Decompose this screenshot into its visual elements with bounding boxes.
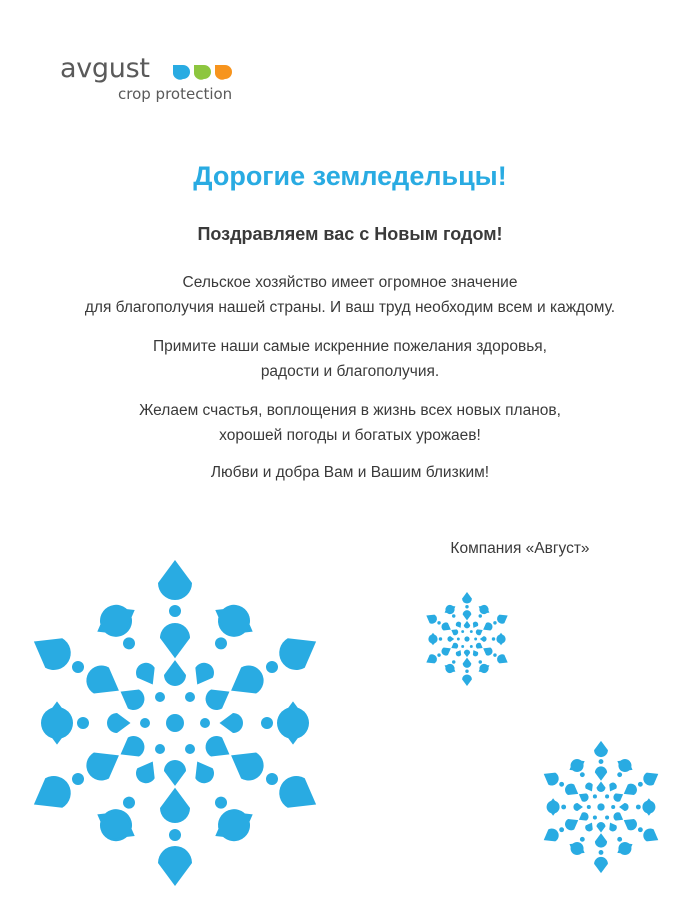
snowflake-dot — [166, 714, 184, 732]
snowflake-dot — [215, 637, 227, 649]
snowflake-dot — [185, 744, 195, 754]
snowflake-petal — [585, 823, 593, 832]
logo-dots-icon — [171, 62, 235, 82]
snowflake-dot — [261, 717, 273, 729]
snowflake-petal — [86, 753, 119, 781]
snowflake-petal — [160, 623, 190, 658]
paragraph-line: Сельское хозяйство имеет огромное значение — [182, 274, 518, 291]
snowflake-petal — [565, 819, 578, 830]
snowflake-petal — [613, 793, 623, 801]
snowflake-petal — [426, 615, 437, 624]
snowflake-petal — [497, 654, 508, 663]
snowflake-dot — [155, 744, 165, 754]
snowflake-petal — [160, 788, 190, 823]
snowflake-dot — [561, 805, 566, 810]
snowflake-petal — [544, 829, 559, 842]
snowflake-petal — [483, 648, 492, 656]
snowflake-petal — [571, 760, 585, 772]
snowflake-petal — [617, 760, 631, 772]
snowflake-dot — [72, 773, 84, 785]
paragraph-line: хорошей погоды и богатых урожаев! — [219, 427, 481, 444]
snowflake-dot — [185, 692, 195, 702]
snowflake-petal — [479, 606, 489, 615]
snowflake-petal — [34, 776, 71, 808]
snowflake-petal — [480, 636, 487, 642]
snowflake-petal — [158, 846, 192, 886]
snowflake-dot — [461, 645, 464, 648]
snowflake-large-icon — [5, 553, 345, 893]
snowflake-dot — [611, 805, 615, 809]
snowflake-petal — [100, 607, 135, 637]
snowflake-dot — [155, 692, 165, 702]
snowflake-petal — [220, 713, 244, 733]
snowflake-petal — [579, 793, 589, 801]
snowflake-dot — [123, 797, 135, 809]
logo-dot-blue — [173, 65, 190, 80]
snowflake-petal — [121, 689, 145, 710]
snowflake-petal — [277, 701, 309, 739]
snowflake-small-icon — [418, 590, 516, 688]
snowflake-petal — [464, 621, 470, 628]
snowflake-dot — [457, 638, 460, 641]
snowflake-petal — [456, 622, 461, 628]
snowflake-petal — [571, 842, 585, 854]
snowflake-dot — [593, 794, 597, 798]
letter-greeting: Поздравляем вас с Новым годом! — [197, 224, 503, 244]
snowflake-petal — [624, 819, 637, 830]
paragraph-line: радости и благополучия. — [260, 363, 440, 380]
snowflake-dot — [493, 653, 496, 656]
paragraph-2 — [0, 334, 700, 384]
snowflake-dot — [605, 816, 609, 820]
snowflake-petal — [195, 762, 214, 784]
letter-title: Дорогие земледельцы! — [193, 161, 507, 191]
snowflake-dot — [266, 661, 278, 673]
snowflake-petal — [218, 811, 253, 841]
snowflake-petal — [479, 664, 489, 673]
paragraph-line: Желаем счастья, воплощения в жизнь всех новых планов, — [139, 402, 561, 419]
snowflake-dot — [599, 850, 604, 855]
logo-dot-green — [194, 65, 211, 80]
paragraph-line: Примите наши самые искренние пожелания здоровья, — [153, 338, 547, 355]
paragraph-1 — [0, 270, 700, 320]
snowflake-petal — [565, 784, 578, 795]
snowflake-dot — [200, 718, 210, 728]
snowflake-dot — [452, 660, 455, 663]
snowflake-petal — [462, 592, 472, 604]
snowflake-petal — [445, 606, 455, 615]
snowflake-petal — [618, 843, 632, 855]
snowflake-petal — [195, 663, 214, 685]
snowflake-petal — [215, 607, 250, 637]
snowflake-petal — [476, 629, 483, 635]
snowflake-dot — [638, 782, 643, 787]
paragraph-3 — [0, 398, 700, 448]
snowflake-petal — [86, 665, 119, 693]
snowflake-dot — [439, 637, 442, 640]
snowflake-petal — [463, 658, 472, 668]
snowflake-petal — [164, 760, 186, 786]
snowflake-petal — [496, 633, 505, 644]
snowflake-dot — [636, 805, 641, 810]
signature: Компания «Август» — [450, 540, 590, 557]
snowflake-petal — [445, 664, 455, 673]
snowflake-dot — [474, 638, 477, 641]
snowflake-petal — [447, 636, 454, 642]
snowflake-dot — [580, 837, 585, 842]
snowflake-petal — [34, 638, 71, 670]
snowflake-petal — [497, 615, 508, 624]
snowflake-petal — [613, 812, 623, 820]
logo-tagline: crop protection — [118, 85, 233, 103]
snowflake-petal — [462, 674, 472, 686]
snowflake-petal — [573, 803, 583, 811]
snowflake-dot — [605, 794, 609, 798]
snowflake-petal — [451, 629, 458, 635]
snowflake-dot — [465, 670, 468, 673]
snowflake-dot — [169, 829, 181, 841]
snowflake-petal — [463, 610, 472, 620]
snowflake-dot — [215, 797, 227, 809]
snowflake-petal — [231, 753, 264, 781]
snowflake-petal — [643, 829, 658, 842]
snowflake-petal — [483, 622, 492, 630]
snowflake-dot — [479, 614, 482, 617]
company-logo — [60, 52, 250, 112]
snowflake-petal — [206, 689, 230, 710]
snowflake-petal — [642, 798, 655, 813]
snowflake-petal — [597, 781, 606, 791]
snowflake-petal — [594, 741, 608, 757]
snowflake-petal — [441, 648, 450, 656]
snowflake-petal — [609, 783, 617, 792]
snowflake-petal — [544, 773, 559, 786]
snowflake-petal — [597, 822, 606, 832]
snowflake-petal — [426, 654, 437, 663]
snowflake-dot — [559, 827, 564, 832]
snowflake-dot — [140, 718, 150, 728]
snowflake-dot — [77, 717, 89, 729]
snowflake-petal — [619, 803, 629, 811]
snowflake-dot — [580, 772, 585, 777]
snowflake-dot — [559, 782, 564, 787]
snowflake-dot — [437, 653, 440, 656]
snowflake-petal — [643, 773, 658, 786]
snowflake-dot — [437, 621, 440, 624]
snowflake-dot — [452, 614, 455, 617]
paragraph-line: Любви и добра Вам и Вашим близким! — [210, 464, 490, 481]
snowflake-petal — [609, 823, 617, 832]
snowflake-dot — [479, 660, 482, 663]
snowflake-petal — [100, 809, 135, 839]
snowflake-dot — [123, 637, 135, 649]
snowflake-petal — [206, 736, 230, 757]
snowflake-petal — [121, 736, 145, 757]
snowflake-dot — [587, 805, 591, 809]
snowflake-petal — [473, 622, 478, 628]
snowflake-dot — [617, 772, 622, 777]
snowflake-petal — [594, 857, 608, 873]
snowflake-dot — [593, 816, 597, 820]
paragraph-4 — [0, 460, 700, 485]
snowflake-dot — [266, 773, 278, 785]
snowflake-petal — [136, 663, 155, 685]
snowflake-petal — [107, 713, 131, 733]
snowflake-dot — [638, 827, 643, 832]
snowflake-petal — [624, 784, 637, 795]
snowflake-petal — [441, 622, 450, 630]
paragraph-line: для благополучия нашей страны. И ваш труд необходим всем и каждому. — [84, 299, 616, 316]
snowflake-petal — [595, 833, 607, 847]
logo-dot-orange — [215, 65, 232, 80]
snowflake-petal — [231, 665, 264, 693]
snowflake-dot — [493, 621, 496, 624]
snowflake-petal — [473, 650, 478, 656]
snowflake-dot — [470, 645, 473, 648]
snowflake-dot — [492, 637, 495, 640]
snowflake-petal — [585, 783, 593, 792]
snowflake-petal — [476, 643, 483, 649]
snowflake-petal — [164, 660, 186, 686]
snowflake-petal — [547, 801, 560, 816]
snowflake-dot — [470, 630, 473, 633]
snowflake-dot — [465, 605, 468, 608]
snowflake-petal — [464, 650, 470, 657]
snowflake-dot — [597, 803, 604, 810]
snowflake-petal — [41, 707, 73, 745]
snowflake-petal — [456, 650, 461, 656]
snowflake-dot — [461, 630, 464, 633]
snowflake-medium-icon — [532, 738, 670, 876]
snowflake-dot — [617, 837, 622, 842]
snowflake-petal — [136, 762, 155, 784]
snowflake-petal — [451, 643, 458, 649]
snowflake-petal — [158, 560, 192, 600]
snowflake-dot — [169, 605, 181, 617]
snowflake-dot — [72, 661, 84, 673]
snowflake-petal — [279, 638, 316, 670]
snowflake-dot — [599, 759, 604, 764]
snowflake-petal — [595, 766, 607, 780]
snowflake-dot — [464, 636, 469, 641]
snowflake-petal — [579, 812, 589, 820]
logo-wordmark: avgust — [60, 53, 150, 84]
snowflake-petal — [279, 776, 316, 808]
snowflake-petal — [428, 634, 437, 645]
